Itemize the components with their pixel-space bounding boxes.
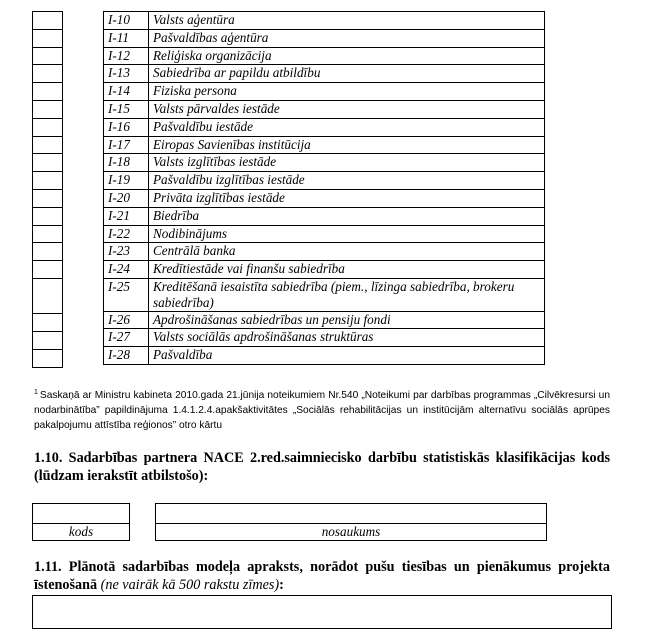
table-row	[104, 100, 545, 118]
code-cell: I-11	[104, 29, 149, 47]
table-row	[104, 278, 545, 311]
checkbox-row	[33, 331, 63, 349]
checkbox-row	[33, 314, 63, 332]
checkbox-row	[33, 29, 63, 47]
checkbox-row	[33, 278, 63, 313]
checkbox[interactable]	[33, 154, 63, 172]
checkbox[interactable]	[33, 349, 63, 367]
code-cell: I-25	[104, 278, 149, 311]
label-cell: Valsts pārvaldes iestāde	[149, 100, 545, 118]
code-cell: I-15	[104, 100, 149, 118]
checkbox[interactable]	[33, 47, 63, 65]
checkbox[interactable]	[33, 189, 63, 207]
table-row	[104, 29, 545, 47]
checkbox[interactable]	[33, 331, 63, 349]
table-row	[104, 261, 545, 279]
checkbox-row	[33, 189, 63, 207]
label-cell: Pašvaldību iestāde	[149, 118, 545, 136]
footnote-number: 1	[34, 389, 38, 396]
checkbox[interactable]	[33, 100, 63, 118]
code-cell: I-24	[104, 261, 149, 279]
code-cell: I-21	[104, 207, 149, 225]
label-cell: Biedrība	[149, 207, 545, 225]
label-cell: Pašvaldību izglītības iestāde	[149, 172, 545, 190]
checkbox[interactable]	[33, 172, 63, 190]
checkbox-row	[33, 243, 63, 261]
code-cell: I-20	[104, 189, 149, 207]
checkbox-row	[33, 136, 63, 154]
checkbox[interactable]	[33, 29, 63, 47]
checkbox-row	[33, 349, 63, 367]
section-1-11-title: 1.11. Plānotā sadarbības modeļa apraksts, norādot pušu tiesības un pienākumus projekta īstenošanā	[34, 559, 610, 593]
checkbox-row	[33, 207, 63, 225]
table-row	[104, 347, 545, 365]
checkbox[interactable]	[33, 278, 63, 313]
checkbox-row	[33, 47, 63, 65]
checkbox-row	[33, 83, 63, 101]
checkbox-row	[33, 261, 63, 279]
cooperation-description-field[interactable]	[32, 595, 612, 629]
checkbox-row	[33, 154, 63, 172]
code-cell: I-28	[104, 347, 149, 365]
label-cell: Sabiedrība ar papildu atbildību	[149, 65, 545, 83]
label-cell: Fiziska persona	[149, 83, 545, 101]
checkbox[interactable]	[33, 83, 63, 101]
section-1-11-note: (ne vairāk kā 500 rakstu zīmes)	[100, 577, 280, 593]
checkbox-row	[33, 172, 63, 190]
table-row	[104, 65, 545, 83]
label-cell: Valsts izglītības iestāde	[149, 154, 545, 172]
kods-label: kods	[68, 524, 94, 539]
code-cell: I-18	[104, 154, 149, 172]
code-cell: I-26	[104, 311, 149, 329]
code-cell: I-19	[104, 172, 149, 190]
table-row	[104, 243, 545, 261]
nosaukums-field[interactable]	[155, 503, 547, 541]
section-1-11-heading	[34, 558, 610, 594]
table-row	[104, 83, 545, 101]
code-cell: I-16	[104, 118, 149, 136]
label-cell: Apdrošināšanas sabiedrības un pensiju fondi	[149, 311, 545, 329]
checkbox[interactable]	[33, 12, 63, 30]
checkbox-row	[33, 118, 63, 136]
checkbox[interactable]	[33, 225, 63, 243]
checkbox-row	[33, 100, 63, 118]
label-cell: Kredītiestāde vai finanšu sabiedrība	[149, 261, 545, 279]
table-row	[104, 172, 545, 190]
label-cell: Valsts sociālās apdrošināšanas struktūras	[149, 329, 545, 347]
code-cell: I-23	[104, 243, 149, 261]
checkbox[interactable]	[33, 118, 63, 136]
label-cell: Privāta izglītības iestāde	[149, 189, 545, 207]
code-cell: I-27	[104, 329, 149, 347]
code-cell: I-17	[104, 136, 149, 154]
section-1-11-colon: :	[279, 577, 284, 593]
checkbox[interactable]	[33, 136, 63, 154]
kods-field[interactable]	[32, 503, 130, 541]
label-cell: Reliģiska organizācija	[149, 47, 545, 65]
table-row	[104, 47, 545, 65]
table-row	[104, 12, 545, 30]
checkbox[interactable]	[33, 243, 63, 261]
table-row	[104, 118, 545, 136]
code-cell: I-22	[104, 225, 149, 243]
label-cell: Pašvaldības aģentūra	[149, 29, 545, 47]
label-cell: Valsts aģentūra	[149, 12, 545, 30]
checkbox-row	[33, 12, 63, 30]
table-row	[104, 136, 545, 154]
checkbox[interactable]	[33, 261, 63, 279]
nosaukums-label: nosaukums	[321, 524, 381, 539]
checkbox-row	[33, 65, 63, 83]
checkbox-row	[33, 225, 63, 243]
table-row	[104, 189, 545, 207]
code-cell: I-10	[104, 12, 149, 30]
code-cell: I-13	[104, 65, 149, 83]
checkbox-column	[32, 11, 63, 368]
checkbox[interactable]	[33, 314, 63, 332]
label-cell: Pašvaldība	[149, 347, 545, 365]
code-cell: I-14	[104, 83, 149, 101]
code-cell: I-12	[104, 47, 149, 65]
label-cell: Centrālā banka	[149, 243, 545, 261]
table-row	[104, 225, 545, 243]
checkbox[interactable]	[33, 207, 63, 225]
table-row	[104, 154, 545, 172]
section-1-10-heading: 1.10. Sadarbības partnera NACE 2.red.saimniecisko darbību statistiskās klasifikācijas kods (lūdzam ierakstīt atbilstošo):	[34, 450, 610, 484]
footnote-text: Saskaņā ar Ministru kabineta 2010.gada 21.jūnija noteikumiem Nr.540 „Noteikumi par darbības programmas „Cilvēkresursi un nodarbinātība” papildinājuma 1.4.1.2.4.apakšaktivitātes „Sociālās rehabilitācijas un institūcijām alternatīvu sociālās aprūpes pakalpojumu attīstība reģionos” otro kārtu	[34, 390, 610, 431]
table-row	[104, 329, 545, 347]
label-cell: Kreditēšanā iesaistīta sabiedrība (piem., līzinga sabiedrība, brokeru sabiedrība)	[149, 278, 545, 311]
label-cell: Eiropas Savienības institūcija	[149, 136, 545, 154]
label-cell: Nodibinājums	[149, 225, 545, 243]
checkbox[interactable]	[33, 65, 63, 83]
table-row	[104, 311, 545, 329]
table-row	[104, 207, 545, 225]
footnote	[34, 385, 610, 433]
institution-code-table	[103, 11, 545, 365]
